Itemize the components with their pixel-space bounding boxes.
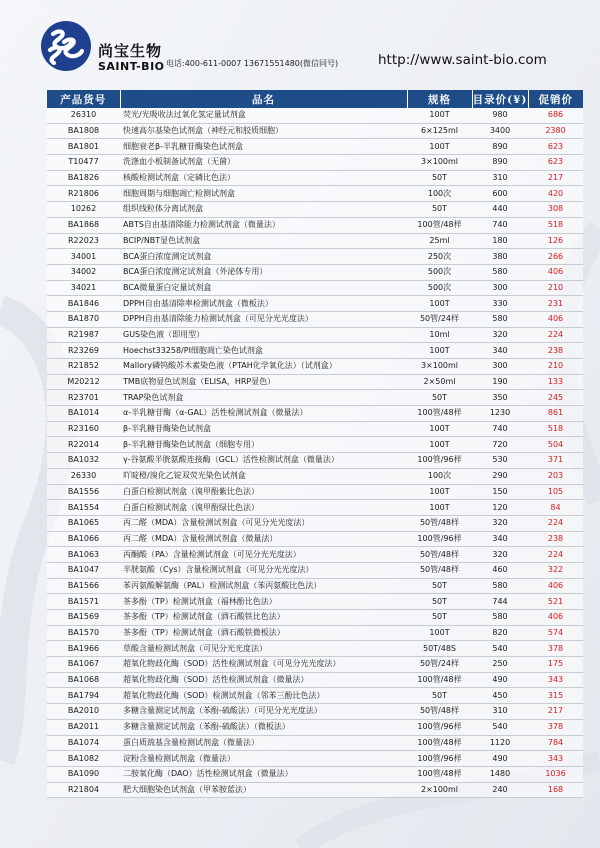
list-price-cell: 380	[472, 249, 528, 265]
promo-price-cell: 518	[528, 421, 583, 437]
table-row	[47, 453, 583, 469]
list-price-cell: 600	[472, 186, 528, 202]
list-price-cell: 310	[472, 170, 528, 186]
brand-name-en: SAINT-BIO	[98, 60, 165, 73]
promo-price-cell: 2380	[528, 123, 583, 139]
product-code-cell: BA1090	[47, 766, 120, 782]
list-price-cell: 120	[472, 500, 528, 516]
table-row	[47, 484, 583, 500]
spec-cell: 50T	[407, 578, 472, 594]
spec-cell: 250次	[407, 249, 472, 265]
spec-cell: 6×125ml	[407, 123, 472, 139]
spec-cell: 100T	[407, 296, 472, 312]
spec-cell: 100次	[407, 468, 472, 484]
spec-cell: 100管/48样	[407, 406, 472, 422]
promo-price-cell: 406	[528, 311, 583, 327]
product-name-cell: 肥大细胞染色试剂盒（甲苯胺蓝法）	[120, 782, 407, 798]
product-name-cell: Mallory磷钨酸苏木素染色液（PTAH化学氧化法）（试剂盒）	[120, 359, 407, 375]
table-row	[47, 359, 583, 375]
table-row	[47, 374, 583, 390]
promo-price-cell: 126	[528, 233, 583, 249]
product-name-cell: DPPH自由基清除能力检测试剂盒（可见分光光度法）	[120, 311, 407, 327]
promo-price-cell: 574	[528, 625, 583, 641]
table-row	[47, 186, 583, 202]
promo-price-cell: 315	[528, 688, 583, 704]
table-row	[47, 264, 583, 280]
promo-price-cell: 406	[528, 264, 583, 280]
list-price-cell: 300	[472, 359, 528, 375]
list-price-cell: 580	[472, 311, 528, 327]
promo-price-cell: 504	[528, 437, 583, 453]
table-row	[47, 531, 583, 547]
spec-cell: 50T	[407, 202, 472, 218]
spec-cell: 100T	[407, 139, 472, 155]
product-name-cell: TMB底物显色试剂盒（ELISA，HRP显色）	[120, 374, 407, 390]
product-code-cell: M20212	[47, 374, 120, 390]
product-name-cell: β-半乳糖苷酶染色试剂盒（细胞专用）	[120, 437, 407, 453]
header-product-code: 产品货号	[47, 90, 120, 108]
spec-cell: 100T	[407, 625, 472, 641]
product-code-cell: 10262	[47, 202, 120, 218]
list-price-cell: 300	[472, 280, 528, 296]
spec-cell: 100T	[407, 437, 472, 453]
product-code-cell: BA1571	[47, 594, 120, 610]
product-name-cell: 茶多酚（TP）检测试剂盒（福林酚比色法）	[120, 594, 407, 610]
table-row	[47, 704, 583, 720]
table-row	[47, 108, 583, 123]
promo-price-cell: 105	[528, 484, 583, 500]
promo-price-cell: 231	[528, 296, 583, 312]
table-header-row	[47, 90, 583, 108]
website-link[interactable]: http://www.saint-bio.com	[378, 52, 547, 68]
table-row	[47, 515, 583, 531]
product-name-cell: Hoechst33258/PI细胞凋亡染色试剂盒	[120, 343, 407, 359]
promo-price-cell: 133	[528, 374, 583, 390]
product-code-cell: R21852	[47, 359, 120, 375]
product-code-cell: BA1794	[47, 688, 120, 704]
table-row	[47, 594, 583, 610]
product-code-cell: 34002	[47, 264, 120, 280]
product-code-cell: BA1066	[47, 531, 120, 547]
promo-price-cell: 378	[528, 641, 583, 657]
promo-price-cell: 378	[528, 719, 583, 735]
table-row	[47, 311, 583, 327]
product-name-cell: 吖啶橙/溴化乙锭双荧光染色试剂盒	[120, 468, 407, 484]
spec-cell: 3×100ml	[407, 359, 472, 375]
list-price-cell: 460	[472, 562, 528, 578]
brand-name-cn: 尚宝生物	[98, 42, 163, 60]
product-name-cell: 超氧化物歧化酶（SOD）活性检测试剂盒（可见分光光度法）	[120, 657, 407, 673]
product-code-cell: R21987	[47, 327, 120, 343]
product-name-cell: γ-谷氨酸半胱氨酸连接酶（GCL）活性检测试剂盒（微量法）	[120, 453, 407, 469]
table-row	[47, 202, 583, 218]
list-price-cell: 340	[472, 343, 528, 359]
spec-cell: 50T	[407, 688, 472, 704]
product-name-cell: BCIP/NBT显色试剂盒	[120, 233, 407, 249]
promo-price-cell: 224	[528, 515, 583, 531]
promo-price-cell: 245	[528, 390, 583, 406]
spec-cell: 100次	[407, 186, 472, 202]
product-name-cell: GUS染色液（即用型）	[120, 327, 407, 343]
list-price-cell: 190	[472, 374, 528, 390]
product-code-cell: BA1067	[47, 657, 120, 673]
table-row	[47, 233, 583, 249]
list-price-cell: 310	[472, 704, 528, 720]
product-name-cell: 超氧化物歧化酶（SOD）活性检测试剂盒（微量法）	[120, 672, 407, 688]
product-code-cell: T10477	[47, 155, 120, 171]
promo-price-cell: 168	[528, 782, 583, 798]
product-name-cell: ABTS自由基清除能力检测试剂盒（微量法）	[120, 217, 407, 233]
product-name-cell: 快速高尔基染色试剂盒（神经元和胶质细胞）	[120, 123, 407, 139]
promo-price-cell: 238	[528, 343, 583, 359]
product-code-cell: R22023	[47, 233, 120, 249]
product-name-cell: 超氧化物歧化酶（SOD）检测试剂盒（邻苯三酚比色法）	[120, 688, 407, 704]
promo-price-cell: 343	[528, 751, 583, 767]
product-name-cell: 洗涤血小板制备试剂盒（无菌）	[120, 155, 407, 171]
product-code-cell: BA1966	[47, 641, 120, 657]
product-name-cell: α-半乳糖苷酶（α-GAL）活性检测试剂盒（微量法）	[120, 406, 407, 422]
table-row	[47, 657, 583, 673]
table-row	[47, 249, 583, 265]
product-code-cell: BA1014	[47, 406, 120, 422]
product-code-cell: R21804	[47, 782, 120, 798]
product-name-cell: 核酸检测试剂盒（定磷比色法）	[120, 170, 407, 186]
list-price-cell: 320	[472, 547, 528, 563]
contact-info: 电话:400-611-0007 13671551480(微信同号)	[166, 59, 339, 68]
list-price-cell: 744	[472, 594, 528, 610]
promo-price-cell: 308	[528, 202, 583, 218]
table-row	[47, 217, 583, 233]
product-code-cell: BA1068	[47, 672, 120, 688]
product-code-cell: BA1047	[47, 562, 120, 578]
product-name-cell: TRAP染色试剂盒	[120, 390, 407, 406]
spec-cell: 50管/24样	[407, 657, 472, 673]
product-code-cell: BA1826	[47, 170, 120, 186]
list-price-cell: 290	[472, 468, 528, 484]
spec-cell: 100T	[407, 343, 472, 359]
spec-cell: 2×50ml	[407, 374, 472, 390]
product-name-cell: 淀粉含量检测试剂盒（微量法）	[120, 751, 407, 767]
product-code-cell: BA1065	[47, 515, 120, 531]
list-price-cell: 240	[472, 782, 528, 798]
product-code-cell: BA1032	[47, 453, 120, 469]
spec-cell: 50T	[407, 390, 472, 406]
product-code-cell: R22014	[47, 437, 120, 453]
page-header	[0, 0, 600, 86]
product-name-cell: 细胞周期与细胞凋亡检测试剂盒	[120, 186, 407, 202]
list-price-cell: 580	[472, 610, 528, 626]
table-row	[47, 296, 583, 312]
product-code-cell: 34021	[47, 280, 120, 296]
product-code-cell: BA1801	[47, 139, 120, 155]
list-price-cell: 530	[472, 453, 528, 469]
spec-cell: 100T	[407, 108, 472, 123]
promo-price-cell: 1036	[528, 766, 583, 782]
list-price-cell: 250	[472, 657, 528, 673]
product-name-cell: 蛋白质巯基含量检测试剂盒（微量法）	[120, 735, 407, 751]
product-code-cell: BA1556	[47, 484, 120, 500]
product-name-cell: 白蛋白检测试剂盒（溴甲酚紫比色法）	[120, 484, 407, 500]
list-price-cell: 320	[472, 327, 528, 343]
product-name-cell: β-半乳糖苷酶染色试剂盒	[120, 421, 407, 437]
product-code-cell: 26310	[47, 108, 120, 123]
table-row	[47, 421, 583, 437]
spec-cell: 500次	[407, 264, 472, 280]
table-row	[47, 672, 583, 688]
list-price-cell: 320	[472, 515, 528, 531]
table-row	[47, 735, 583, 751]
promo-price-cell: 861	[528, 406, 583, 422]
product-code-cell: BA1082	[47, 751, 120, 767]
promo-price-cell: 175	[528, 657, 583, 673]
promo-price-cell: 217	[528, 170, 583, 186]
product-name-cell: 多糖含量测定试剂盒（苯酚-硫酸法）（微板法）	[120, 719, 407, 735]
product-code-cell: R23269	[47, 343, 120, 359]
table-row	[47, 468, 583, 484]
promo-price-cell: 623	[528, 139, 583, 155]
promo-price-cell: 210	[528, 359, 583, 375]
promo-price-cell: 84	[528, 500, 583, 516]
list-price-cell: 3400	[472, 123, 528, 139]
spec-cell: 3×100ml	[407, 155, 472, 171]
list-price-cell: 490	[472, 751, 528, 767]
list-price-cell: 980	[472, 108, 528, 123]
spec-cell: 100管/48样	[407, 672, 472, 688]
list-price-cell: 340	[472, 531, 528, 547]
list-price-cell: 540	[472, 641, 528, 657]
spec-cell: 100管/48样	[407, 217, 472, 233]
product-name-cell: DPPH自由基清除率检测试剂盒（微板法）	[120, 296, 407, 312]
product-code-cell: BA1808	[47, 123, 120, 139]
product-name-cell: 茶多酚（TP）检测试剂盒（酒石酸铁微板法）	[120, 625, 407, 641]
list-price-cell: 740	[472, 217, 528, 233]
spec-cell: 500次	[407, 280, 472, 296]
price-table-container	[47, 90, 583, 798]
spec-cell: 100管/48样	[407, 735, 472, 751]
table-row	[47, 641, 583, 657]
promo-price-cell: 406	[528, 578, 583, 594]
list-price-cell: 1120	[472, 735, 528, 751]
promo-price-cell: 623	[528, 155, 583, 171]
product-code-cell: BA1074	[47, 735, 120, 751]
product-code-cell: BA1570	[47, 625, 120, 641]
saint-bio-logo-icon	[38, 20, 94, 72]
spec-cell: 100T	[407, 484, 472, 500]
product-code-cell: 34001	[47, 249, 120, 265]
spec-cell: 10ml	[407, 327, 472, 343]
product-name-cell: 丙酮酸（PA）含量检测试剂盒（可见分光光度法）	[120, 547, 407, 563]
list-price-cell: 580	[472, 264, 528, 280]
spec-cell: 100管/96样	[407, 453, 472, 469]
product-name-cell: 草酸含量检测试剂盒（可见分光光度法）	[120, 641, 407, 657]
promo-price-cell: 210	[528, 280, 583, 296]
table-row	[47, 547, 583, 563]
spec-cell: 100管/96样	[407, 719, 472, 735]
promo-price-cell: 518	[528, 217, 583, 233]
table-row	[47, 343, 583, 359]
promo-price-cell: 686	[528, 108, 583, 123]
list-price-cell: 740	[472, 421, 528, 437]
product-name-cell: 白蛋白检测试剂盒（溴甲酚绿比色法）	[120, 500, 407, 516]
promo-price-cell: 371	[528, 453, 583, 469]
table-row	[47, 170, 583, 186]
product-code-cell: BA1566	[47, 578, 120, 594]
product-code-cell: BA1870	[47, 311, 120, 327]
promo-price-cell: 224	[528, 327, 583, 343]
spec-cell: 100T	[407, 500, 472, 516]
table-row	[47, 610, 583, 626]
price-table	[47, 90, 583, 798]
spec-cell: 100管/48样	[407, 766, 472, 782]
header-promo-price: 促销价	[528, 90, 583, 108]
list-price-cell: 890	[472, 155, 528, 171]
table-row	[47, 327, 583, 343]
spec-cell: 50管/48样	[407, 704, 472, 720]
product-name-cell: 二胺氧化酶（DAO）活性检测试剂盒（微量法）	[120, 766, 407, 782]
product-name-cell: BCA微量蛋白定量试剂盒	[120, 280, 407, 296]
table-row	[47, 688, 583, 704]
product-code-cell: R23701	[47, 390, 120, 406]
spec-cell: 50T	[407, 610, 472, 626]
product-name-cell: 苯丙氨酸解氨酶（PAL）检测试剂盒（苯丙氨酸比色法）	[120, 578, 407, 594]
promo-price-cell: 238	[528, 531, 583, 547]
spec-cell: 50管/48样	[407, 562, 472, 578]
product-code-cell: BA2011	[47, 719, 120, 735]
product-code-cell: BA2010	[47, 704, 120, 720]
list-price-cell: 580	[472, 578, 528, 594]
table-row	[47, 139, 583, 155]
table-body	[47, 108, 583, 798]
table-row	[47, 500, 583, 516]
table-row	[47, 782, 583, 798]
list-price-cell: 1480	[472, 766, 528, 782]
header-list-price: 目录价(¥)	[472, 90, 528, 108]
product-name-cell: BCA蛋白浓度测定试剂盒（外泌体专用）	[120, 264, 407, 280]
list-price-cell: 150	[472, 484, 528, 500]
table-row	[47, 123, 583, 139]
product-name-cell: 茶多酚（TP）检测试剂盒（酒石酸铁比色法）	[120, 610, 407, 626]
promo-price-cell: 784	[528, 735, 583, 751]
header-spec: 规格	[407, 90, 472, 108]
product-name-cell: 半胱氨酸（Cys）含量检测试剂盒（可见分光光度法）	[120, 562, 407, 578]
table-row	[47, 766, 583, 782]
promo-price-cell: 203	[528, 468, 583, 484]
list-price-cell: 180	[472, 233, 528, 249]
list-price-cell: 540	[472, 719, 528, 735]
product-code-cell: R23160	[47, 421, 120, 437]
promo-price-cell: 420	[528, 186, 583, 202]
spec-cell: 2×100ml	[407, 782, 472, 798]
table-row	[47, 578, 583, 594]
header-product-name: 品名	[120, 90, 407, 108]
table-row	[47, 562, 583, 578]
product-name-cell: BCA蛋白浓度测定试剂盒	[120, 249, 407, 265]
promo-price-cell: 521	[528, 594, 583, 610]
table-row	[47, 280, 583, 296]
product-code-cell: BA1569	[47, 610, 120, 626]
list-price-cell: 720	[472, 437, 528, 453]
product-name-cell: 组织线粒体分离试剂盒	[120, 202, 407, 218]
table-row	[47, 406, 583, 422]
list-price-cell: 490	[472, 672, 528, 688]
spec-cell: 50管/24样	[407, 311, 472, 327]
product-code-cell: BA1868	[47, 217, 120, 233]
product-name-cell: 荧光/光吸收法过氧化氢定量试剂盒	[120, 108, 407, 123]
table-row	[47, 155, 583, 171]
product-name-cell: 丙二醛（MDA）含量检测试剂盒（微量法）	[120, 531, 407, 547]
table-row	[47, 437, 583, 453]
product-code-cell: R21806	[47, 186, 120, 202]
promo-price-cell: 217	[528, 704, 583, 720]
product-name-cell: 丙二醛（MDA）含量检测试剂盒（可见分光光度法）	[120, 515, 407, 531]
list-price-cell: 890	[472, 139, 528, 155]
list-price-cell: 330	[472, 296, 528, 312]
product-code-cell: 26330	[47, 468, 120, 484]
spec-cell: 100管/96样	[407, 751, 472, 767]
list-price-cell: 1230	[472, 406, 528, 422]
spec-cell: 25ml	[407, 233, 472, 249]
promo-price-cell: 266	[528, 249, 583, 265]
product-name-cell: 多糖含量测定试剂盒（苯酚-硫酸法）（可见分光光度法）	[120, 704, 407, 720]
list-price-cell: 820	[472, 625, 528, 641]
product-name-cell: 细胞衰老β-半乳糖苷酶染色试剂盒	[120, 139, 407, 155]
list-price-cell: 350	[472, 390, 528, 406]
list-price-cell: 440	[472, 202, 528, 218]
table-row	[47, 625, 583, 641]
product-code-cell: BA1846	[47, 296, 120, 312]
spec-cell: 100T	[407, 421, 472, 437]
spec-cell: 50T	[407, 170, 472, 186]
spec-cell: 50管/48样	[407, 547, 472, 563]
spec-cell: 50T	[407, 594, 472, 610]
product-code-cell: BA1063	[47, 547, 120, 563]
promo-price-cell: 322	[528, 562, 583, 578]
table-row	[47, 390, 583, 406]
promo-price-cell: 406	[528, 610, 583, 626]
promo-price-cell: 343	[528, 672, 583, 688]
spec-cell: 50管/48样	[407, 515, 472, 531]
table-row	[47, 751, 583, 767]
product-code-cell: BA1554	[47, 500, 120, 516]
spec-cell: 100管/96样	[407, 531, 472, 547]
promo-price-cell: 224	[528, 547, 583, 563]
list-price-cell: 450	[472, 688, 528, 704]
table-row	[47, 719, 583, 735]
spec-cell: 50T/48S	[407, 641, 472, 657]
